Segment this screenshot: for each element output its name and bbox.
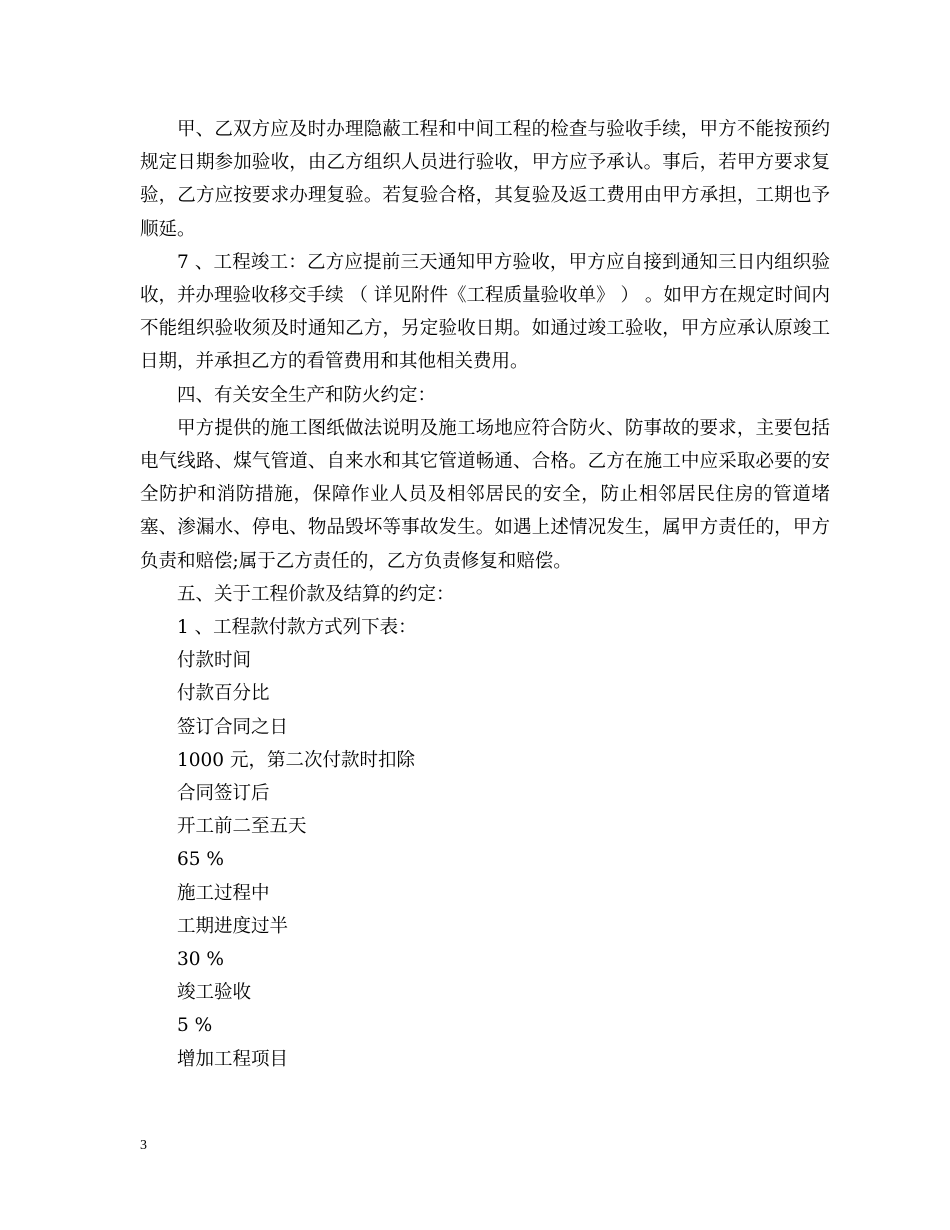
table-cell: 30 % xyxy=(177,949,224,971)
section-heading-payment: 五、关于工程价款及结算的约定： xyxy=(177,583,455,605)
paragraph-completion: 7 、工程竣工：乙方应提前三天通知甲方验收，甲方应自接到通知三日内组织验收，并办理验收移交手续 （ 详见附件《工程质量验收单》 ） 。如甲方在规定时间内不能组织验收须及时通知乙方，另定验收日期。如通过竣工验收，甲方应承认原竣工日期，并承担乙方的看管费用和其他相关费用。 xyxy=(140,251,830,373)
paragraph-inspection: 甲、乙双方应及时办理隐蔽工程和中间工程的检查与验收手续，甲方不能按预约规定日期参加验收，由乙方组织人员进行验收，甲方应予承认。事后，若甲方要求复验，乙方应按要求办理复验。若复验合格，其复验及返工费用由甲方承担，工期也予顺延。 xyxy=(140,119,830,240)
table-cell: 增加工程项目 xyxy=(177,1048,289,1070)
table-cell: 合同签订后 xyxy=(177,783,270,805)
table-cell: 付款时间 xyxy=(177,650,252,672)
section-heading-safety: 四、有关安全生产和防火约定： xyxy=(177,384,437,406)
table-cell: 竣工验收 xyxy=(177,982,252,1004)
paragraph-safety: 甲方提供的施工图纸做法说明及施工场地应符合防火、防事故的要求，主要包括电气线路、煤气管道、自来水和其它管道畅通、合格。乙方在施工中应采取必要的安全防护和消防措施，保障作业人员及相邻居民的安全，防止相邻居民住房的管道堵塞、渗漏水、停电、物品毁坏等事故发生。如遇上述情况发生，属甲方责任的，甲方负责和赔偿;属于乙方责任的，乙方负责修复和赔偿。 xyxy=(140,417,830,572)
table-cell: 施工过程中 xyxy=(177,882,270,904)
table-cell: 付款百分比 xyxy=(177,683,270,705)
table-cell: 65 % xyxy=(177,849,224,871)
table-cell: 5 % xyxy=(177,1015,213,1037)
page-number: 3 xyxy=(140,1138,147,1153)
paragraph-payment-method: 1 、工程款付款方式列下表： xyxy=(177,617,417,639)
payment-table-items xyxy=(140,644,830,1076)
table-cell: 工期进度过半 xyxy=(177,915,289,937)
table-cell: 签订合同之日 xyxy=(177,716,289,738)
document-body xyxy=(140,113,830,1076)
table-cell: 开工前二至五天 xyxy=(177,816,307,838)
table-cell: 1000 元，第二次付款时扣除 xyxy=(177,749,415,771)
